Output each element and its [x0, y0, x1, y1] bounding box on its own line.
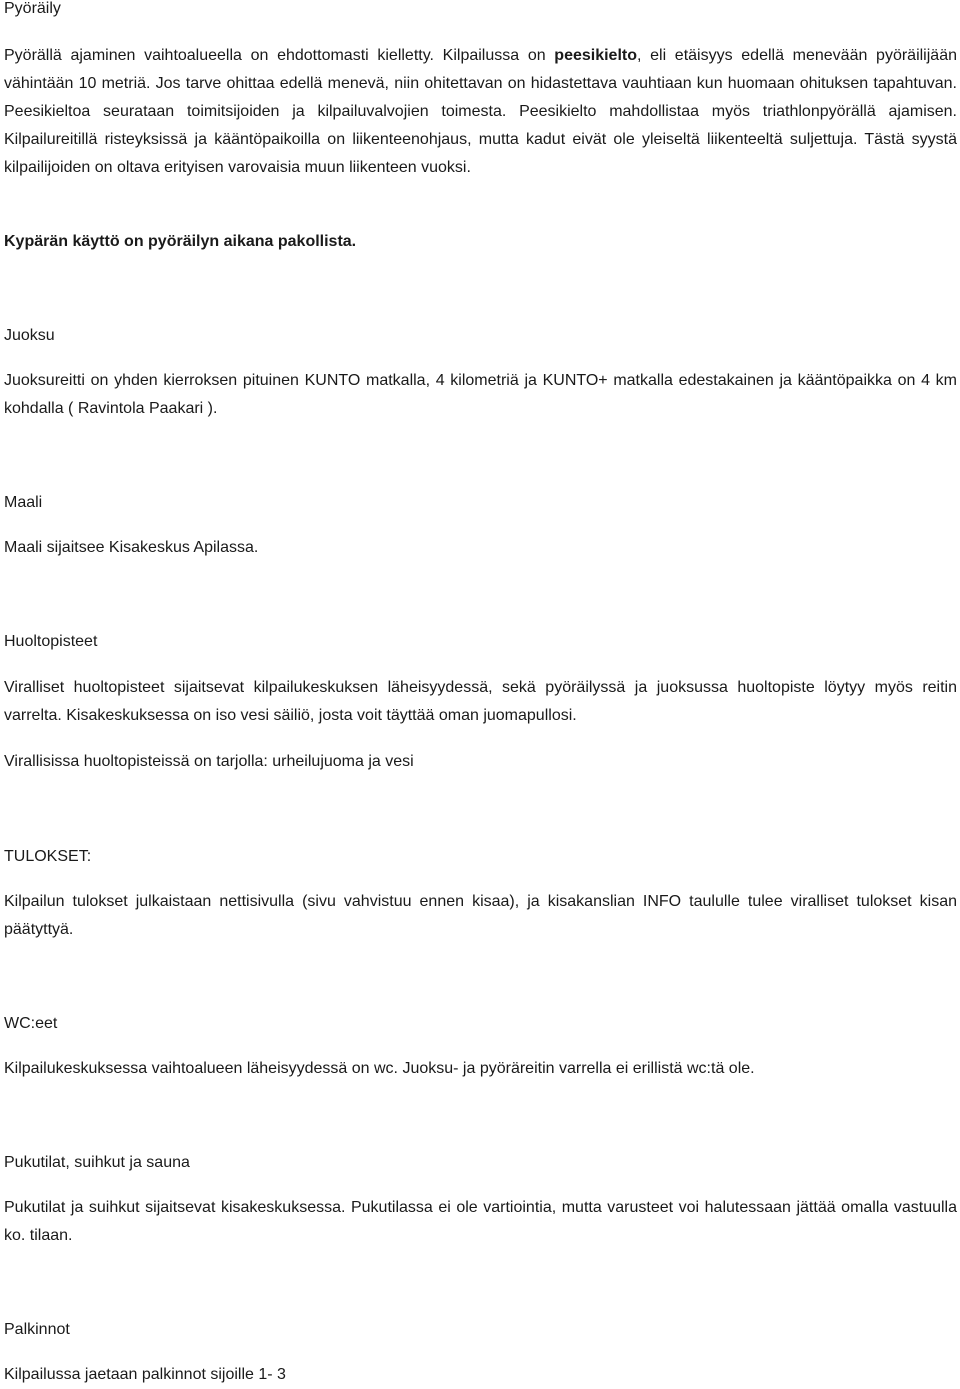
helmet-notice: Kypärän käyttö on pyöräilyn aikana pakollista. — [4, 233, 357, 250]
aid-paragraph-block — [4, 674, 957, 730]
section-locker — [4, 1154, 957, 1172]
section-wc — [4, 1015, 957, 1033]
section-aid — [4, 633, 957, 651]
locker-paragraph: Pukutilat ja suihkut sijaitsevat kisakeskuksessa. Pukutilassa ei ole vartiointia, mutta varusteet voi halutessaan jättää omalla vastuulla ko. tilaan. — [4, 1199, 957, 1244]
aid-offer-block — [4, 748, 957, 776]
finish-paragraph: Maali sijaitsee Kisakeskus Apilassa. — [4, 539, 259, 556]
cycling-text-end: , eli etäisyys edellä menevään pyöräilijään vähintään 10 metriä. Jos tarve ohittaa edellä menevä, niin ohitettavan on hidastettava vauhtiaan kun huomaan ohituksen tapahtuvan. Peesikieltoa seurataan toimitsijoiden ja kilpailuvalvojien toimesta. Peesikielto mahdollistaa myös triathlonpyörällä ajamisen. Kilpailureitillä risteyksissä ja kääntöpaikoilla on liikenteenohjaus, mutta kadut eivät ole yleiseltä liikenteeltä suljettuja. Tästä syystä kilpailijoiden on oltava erityisen varovaisia muun liikenteen vuoksi. — [4, 47, 957, 176]
section-heading: Pyöräily — [4, 0, 61, 17]
section-running — [4, 327, 957, 345]
aid-paragraph: Viralliset huoltopisteet sijaitsevat kilpailukeskuksen läheisyydessä, sekä pyöräilyssä ja juoksussa huoltopiste löytyy myös reitin varrelta. Kisakeskuksessa on iso vesi säiliö, josta voit täyttää oman juomapullosi. — [4, 679, 957, 724]
helmet-block — [4, 228, 957, 256]
section-heading: Huoltopisteet — [4, 633, 98, 650]
finish-paragraph-block — [4, 534, 957, 562]
results-paragraph-block — [4, 888, 957, 944]
prizes-paragraph-block — [4, 1361, 957, 1389]
results-paragraph: Kilpailun tulokset julkaistaan nettisivulla (sivu vahvistuu ennen kisaa), ja kisakanslian INFO taululle tulee viralliset tulokset kisan päätyttyä. — [4, 893, 957, 938]
cycling-paragraph — [4, 42, 957, 182]
section-heading: Maali — [4, 494, 43, 511]
section-results — [4, 848, 957, 866]
section-heading: WC:eet — [4, 1015, 58, 1032]
cycling-peesikielto-bold: peesikielto — [554, 47, 637, 64]
section-prizes — [4, 1321, 957, 1339]
section-cycling — [4, 0, 957, 18]
cycling-text-start: Pyörällä ajaminen vaihtoalueella on ehdottomasti kielletty. Kilpailussa on — [4, 47, 555, 64]
section-heading: Palkinnot — [4, 1321, 70, 1338]
section-heading: TULOKSET: — [4, 848, 92, 865]
wc-paragraph: Kilpailukeskuksessa vaihtoalueen läheisyydessä on wc. Juoksu- ja pyöräreitin varrella ei erillistä wc:tä ole. — [4, 1060, 755, 1077]
locker-paragraph-block — [4, 1194, 957, 1250]
section-heading: Juoksu — [4, 327, 55, 344]
running-paragraph: Juoksureitti on yhden kierroksen pituinen KUNTO matkalla, 4 kilometriä ja KUNTO+ matkalla edestakainen ja kääntöpaikka on 4 km kohdalla ( Ravintola Paakari ). — [4, 372, 957, 417]
section-finish — [4, 494, 957, 512]
wc-paragraph-block — [4, 1055, 957, 1083]
section-heading: Pukutilat, suihkut ja sauna — [4, 1154, 190, 1171]
aid-offer-paragraph: Virallisissa huoltopisteissä on tarjolla: urheilujuoma ja vesi — [4, 753, 414, 770]
prizes-paragraph: Kilpailussa jaetaan palkinnot sijoille 1- 3 — [4, 1366, 286, 1383]
running-paragraph-block — [4, 367, 957, 423]
cycling-paragraph-block — [4, 42, 957, 182]
